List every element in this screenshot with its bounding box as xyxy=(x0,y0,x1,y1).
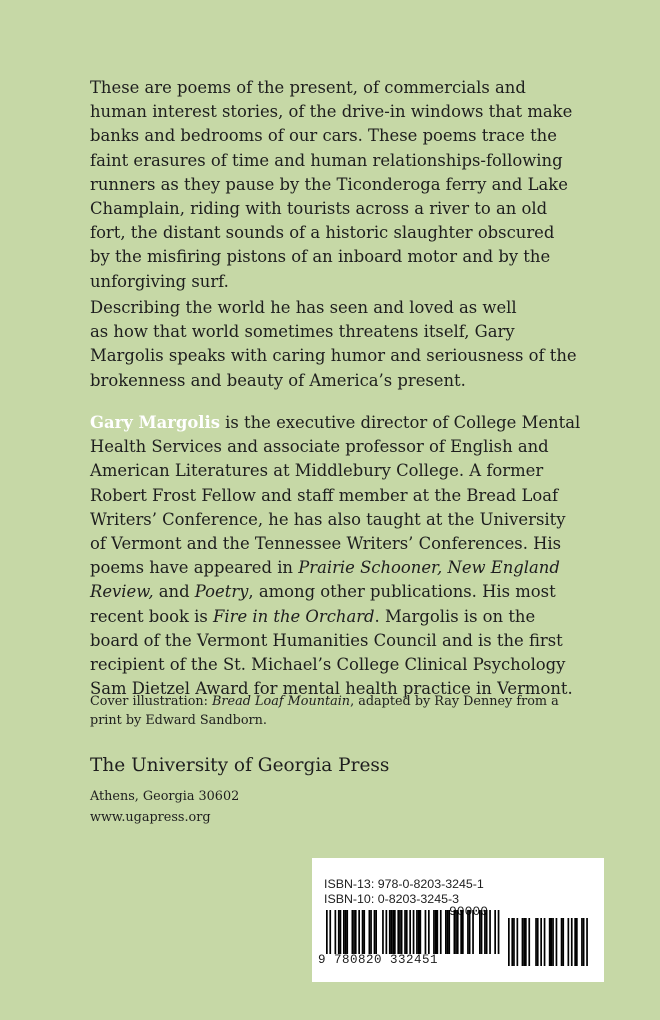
text-line: unforgiving surf. xyxy=(90,271,229,291)
text-line: Describing the world he has seen and loved as well xyxy=(90,298,517,317)
barcode-bar xyxy=(399,910,401,954)
barcode-bar xyxy=(489,910,491,954)
text-line: board of the Vermont Humanities Council and is the first xyxy=(90,630,563,650)
text-fragment: poems have appeared in xyxy=(90,558,299,578)
barcode-bar xyxy=(382,910,384,954)
barcode-bar xyxy=(363,910,365,954)
barcode-bar xyxy=(528,918,530,966)
text-line: American Literatures at Middlebury College. A former xyxy=(90,461,544,481)
text-fragment: , among other publications. His most xyxy=(248,582,556,602)
barcode-bar xyxy=(338,910,340,954)
publisher-website: www.ugapress.org xyxy=(90,810,211,825)
barcode-bar xyxy=(420,910,422,954)
text-line: banks and bedrooms of our cars. These poems trace the xyxy=(90,126,557,146)
text-line: Sam Dietzel Award for mental health practice in Vermont. xyxy=(90,679,573,699)
barcode-bar xyxy=(391,910,393,954)
barcode-bar xyxy=(343,910,345,954)
barcode-bar xyxy=(562,918,564,966)
barcode-bar xyxy=(370,910,372,954)
text-line: of Vermont and the Tennessee Writers’ Conferences. His xyxy=(90,534,562,554)
barcode-bar xyxy=(445,910,447,954)
text-line: Robert Frost Fellow and staff member at the Bread Loaf xyxy=(90,485,559,505)
text-fragment: is the executive director of College Mental xyxy=(219,413,581,432)
barcode-bar xyxy=(574,918,576,966)
barcode-bar xyxy=(401,910,403,954)
barcode-bar xyxy=(416,910,418,954)
barcode-bar xyxy=(552,918,554,966)
barcode-bar xyxy=(329,910,331,954)
text-line: Writers’ Conference, he has also taught at the University xyxy=(90,509,566,529)
barcode-bar xyxy=(537,918,539,966)
barcode-bar xyxy=(362,910,364,954)
author-name: Gary Margolis xyxy=(90,413,220,432)
barcode-bar xyxy=(586,918,588,966)
barcode-bar xyxy=(352,910,354,954)
barcode-bar xyxy=(454,910,456,954)
barcode-bar xyxy=(571,918,573,966)
journal-title: Prairie Schooner, New England xyxy=(298,558,560,578)
barcode-bar xyxy=(462,910,464,954)
text-line: fort, the distant sounds of a historic slaughter obscured xyxy=(90,223,555,243)
barcode-bar xyxy=(369,910,371,954)
text-fragment: , adapted by Ray Denney from a xyxy=(350,694,559,709)
barcode-bar xyxy=(455,910,457,954)
publisher-city: Athens, Georgia 30602 xyxy=(90,789,240,804)
text-line xyxy=(90,556,590,580)
barcode-bar xyxy=(397,910,399,954)
barcode-bar xyxy=(386,910,388,954)
barcode-bar xyxy=(448,910,450,954)
text-line: print by Edward Sandborn. xyxy=(90,713,267,728)
text-fragment: and xyxy=(153,582,195,602)
text-line: human interest stories, of the drive-in windows that make xyxy=(90,102,573,122)
text-line xyxy=(90,580,590,604)
barcode-bar xyxy=(486,910,488,954)
text-fragment: Cover illustration: xyxy=(90,694,213,709)
barcode-bar xyxy=(346,910,348,954)
text-line: faint erasures of time and human relationships-following xyxy=(90,150,563,170)
barcode-bar xyxy=(340,910,342,954)
barcode-bar xyxy=(508,918,510,966)
barcode-bar xyxy=(498,910,500,954)
barcode-bar xyxy=(394,910,396,954)
barcode-bar xyxy=(581,918,583,966)
text-line: Champlain, riding with tourists across a river to an old xyxy=(90,199,548,219)
barcode-bar xyxy=(513,918,515,966)
text-line: as how that world sometimes threatens itself, Gary xyxy=(90,322,515,342)
barcode-bar xyxy=(355,910,357,954)
barcode-bar xyxy=(517,918,519,966)
barcode-bar xyxy=(576,918,578,966)
barcode-bar xyxy=(556,918,558,966)
barcode-bar xyxy=(481,910,483,954)
barcode-bar xyxy=(511,918,513,966)
barcode-bar xyxy=(392,910,394,954)
barcode-bar xyxy=(522,918,524,966)
barcode-bar xyxy=(469,910,471,954)
barcode-bar xyxy=(583,918,585,966)
barcode-bar xyxy=(406,910,408,954)
journal-title: Review, xyxy=(90,582,154,602)
text-line: These are poems of the present, of commercials and xyxy=(90,78,526,97)
barcode-bar xyxy=(437,910,439,954)
barcode-bar xyxy=(375,910,377,954)
barcode-bar xyxy=(447,910,449,954)
text-line: by the misfiring pistons of an inboard motor and by the xyxy=(90,247,551,267)
barcode-bar xyxy=(479,910,481,954)
text-line xyxy=(90,692,570,711)
text-fragment: . Margolis is on the xyxy=(374,606,536,626)
barcode-bar xyxy=(358,910,360,954)
barcode-bar xyxy=(551,918,553,966)
barcode-bar xyxy=(540,918,542,966)
barcode-bar xyxy=(413,910,415,954)
barcode-bar xyxy=(389,910,391,954)
text-fragment: recent book is xyxy=(90,606,214,626)
barcode-bar xyxy=(549,918,551,966)
cover-credit xyxy=(90,692,570,730)
barcode-bar xyxy=(472,910,474,954)
publisher-name: The University of Georgia Press xyxy=(90,755,390,776)
barcode-bar xyxy=(404,910,406,954)
barcode-bar xyxy=(353,910,355,954)
barcode-bar xyxy=(544,918,546,966)
book-title: Fire in the Orchard xyxy=(213,606,375,626)
barcode-bar xyxy=(409,910,411,954)
barcode-bar xyxy=(467,910,469,954)
journal-title: Poetry xyxy=(194,582,249,602)
barcode-bar xyxy=(345,910,347,954)
author-bio xyxy=(90,411,590,701)
text-line: brokenness and beauty of America’s present. xyxy=(90,370,466,390)
barcode-bar xyxy=(535,918,537,966)
barcode-bar xyxy=(440,910,442,954)
barcode-bar xyxy=(374,910,376,954)
text-line: Health Services and associate professor of English and xyxy=(90,437,549,457)
isbn-13: ISBN-13: 978-0-8203-3245-1 xyxy=(324,877,484,891)
barcode-bar xyxy=(418,910,420,954)
barcode-bar xyxy=(525,918,527,966)
barcode-bar xyxy=(561,918,563,966)
text-line: runners as they pause by the Ticonderoga ferry and Lake xyxy=(90,174,568,194)
barcode-bar xyxy=(457,910,459,954)
barcode-bar xyxy=(428,910,430,954)
text-line: Margolis speaks with caring humor and seriousness of the xyxy=(90,346,577,366)
publisher-address xyxy=(90,786,239,828)
text-line xyxy=(90,411,590,435)
barcode-bar xyxy=(484,910,486,954)
text-line xyxy=(90,605,590,629)
barcode-bar xyxy=(335,910,337,954)
barcode-digits: 9 780820 332451 xyxy=(318,953,439,967)
text-line: recipient of the St. Michael’s College Clinical Psychology xyxy=(90,655,566,675)
description-paragraph-1 xyxy=(90,76,590,294)
description-paragraph-2 xyxy=(90,296,590,393)
barcode-bar xyxy=(326,910,328,954)
barcode-bar xyxy=(425,910,427,954)
barcode-bar xyxy=(433,910,435,954)
illustration-title: Bread Loaf Mountain xyxy=(212,694,351,709)
barcode-label xyxy=(312,858,604,982)
barcode-bar xyxy=(523,918,525,966)
isbn-10: ISBN-10: 0-8203-3245-3 xyxy=(324,892,460,906)
barcode-bar xyxy=(435,910,437,954)
barcode-bar xyxy=(460,910,462,954)
barcode-bar xyxy=(568,918,570,966)
barcode-bar xyxy=(494,910,496,954)
